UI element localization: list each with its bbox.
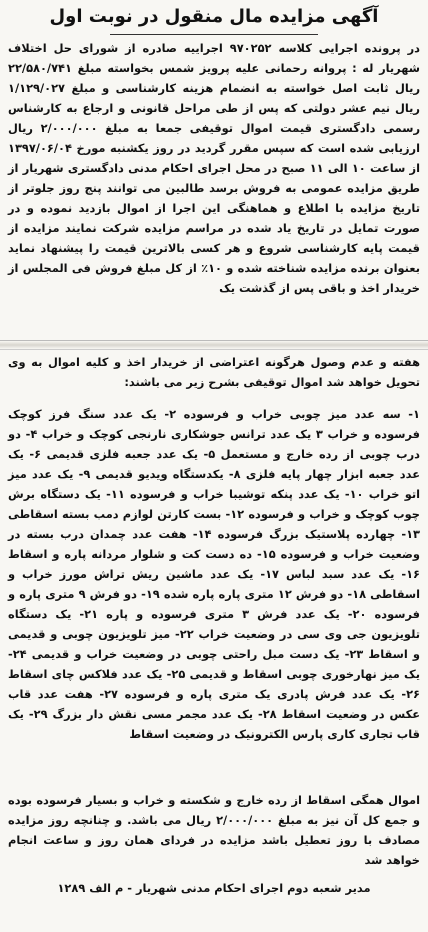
- notice-paragraph-intro: در پرونده اجرایی کلاسه ۹۷۰۲۵۲ اجراییه صادره از شورای حل اختلاف شهریار له : پروانه رحمانی علیه پرویز شمس بخواسته مبلغ ۲۲/۵۸۰/۷۴۱ ریال ثابت اصل خواسته به انضمام هزینه کارشناسی و مبلغ ۱/۱۲۹/۰۲۷ ریال نیم عشر دولتی که پس از طی مراحل قانونی و ارجاع به کارشناس رسمی دادگستری قیمت اموال توقیفی جمعا به مبلغ ۲/۰۰۰/۰۰۰ ریال ارزیابی شده است که سپس مقرر گردید در روز یکشنبه مورخ ۱۳۹۷/۰۶/۰۴ از ساعت ۱۰ الی ۱۱ صبح در محل اجرای احکام مدنی دادگستری شهریار از طریق مزایده عمومی به فروش برسد طالبین می توانند پنج روز جلوتر از تاریخ مزایده با اطلاع و هماهنگی این اجرا از اموال بازدید نموده و در صورت تمایل در تاریخ یاد شده در مراسم مزایده شرکت نمایند مزایده از قیمت پایه کارشناسی شروع و هر کسی بالاترین قیمت را پیشنهاد نماید بعنوان برنده مزایده شناخته شده و ۱۰٪ از کل مبلغ فروش فی المجلس از خریدار اخذ و باقی پس از گذشت یک: [8, 41, 421, 295]
- paper-fold-divider: [0, 340, 428, 350]
- notice-paragraph-closing: اموال همگی اسقاط از رده خارج و شکسته و خراب و بسیار فرسوده بوده و جمع کل آن نیز به مبلغ ۲/۰۰۰/۰۰۰ ریال می باشد. و چنانچه روز مزایده مصادف با روز تعطیل باشد مزایده در فردای همان روز و ساعت انجام خواهد شد: [8, 793, 421, 867]
- notice-paragraph-continuation: هفته و عدم وصول هرگونه اعتراضی از خریدار اخذ و کلیه اموال به وی تحویل خواهد شد اموال توقیفی بشرح زیر می باشند:: [8, 355, 420, 389]
- notice-signature: مدیر شعبه دوم اجرای احکام مدنی شهریار - م الف ۱۲۸۹: [57, 881, 371, 895]
- title-underline: [110, 34, 318, 35]
- notice-title: آگهی مزایده مال منقول در نوبت اول: [49, 6, 379, 27]
- seized-items-list: ۱- سه عدد میز چوبی خراب و فرسوده ۲- یک عدد سنگ فرز کوچک فرسوده و خراب ۳ یک عدد ترانس جوشکاری نارنجی کوچک و خراب ۴- دو درب چوبی از رده خارج و مستعمل ۵- یک عدد جعبه فلزی قدیمی ۶- یک عدد جعبه ابزار چهار پایه فلزی ۸- یکدستگاه ویدیو قدیمی ۹- یک عدد میز اتو خراب ۱۰- یک عدد پنکه توشیبا خراب و فرسوده ۱۱- یک دستگاه برش چوب کوچک و خراب و فرسوده ۱۲- بست کارتن لوازم دمب بسته اسقاطی ۱۳- چهارده پلاستیک بزرگ فرسوده ۱۴- هفت عدد چمدان درب بسته در وضعیت خراب و فرسوده ۱۵- ده دست کت و شلوار مردانه پاره و اسقاط ۱۶- یک عدد سبد لباس ۱۷- یک عدد ماشین ریش تراش مورز خراب و اسقاطی ۱۸- دو فرش ۱۲ متری پاره پاره شده ۱۹- دو فرش ۹ متری پاره و فرسوده ۲۰- یک عدد فرش ۳ متری فرسوده و پاره ۲۱- یک دستگاه تلویزیون جی وی سی در وضعیت خراب ۲۲- میز تلویزیون چوبی و قدیمی و اسقاط ۲۳- یک دست مبل راحتی چوبی در وضعیت خراب و قدیمی ۲۴- یک میز نهارخوری چوبی اسقاط و قدیمی ۲۵- یک عدد فلاکس چای اسقاط ۲۶- یک عدد فرش پادری یک متری پاره و فرسوده ۲۷- هفت عدد قاب عکس در وضعیت اسقاط ۲۸- یک عدد مجمر مسی نقش دار بزرگ ۲۹- یک قاب تجاری کاری پارس الکترونیک در وضعیت اسقاط: [8, 407, 421, 741]
